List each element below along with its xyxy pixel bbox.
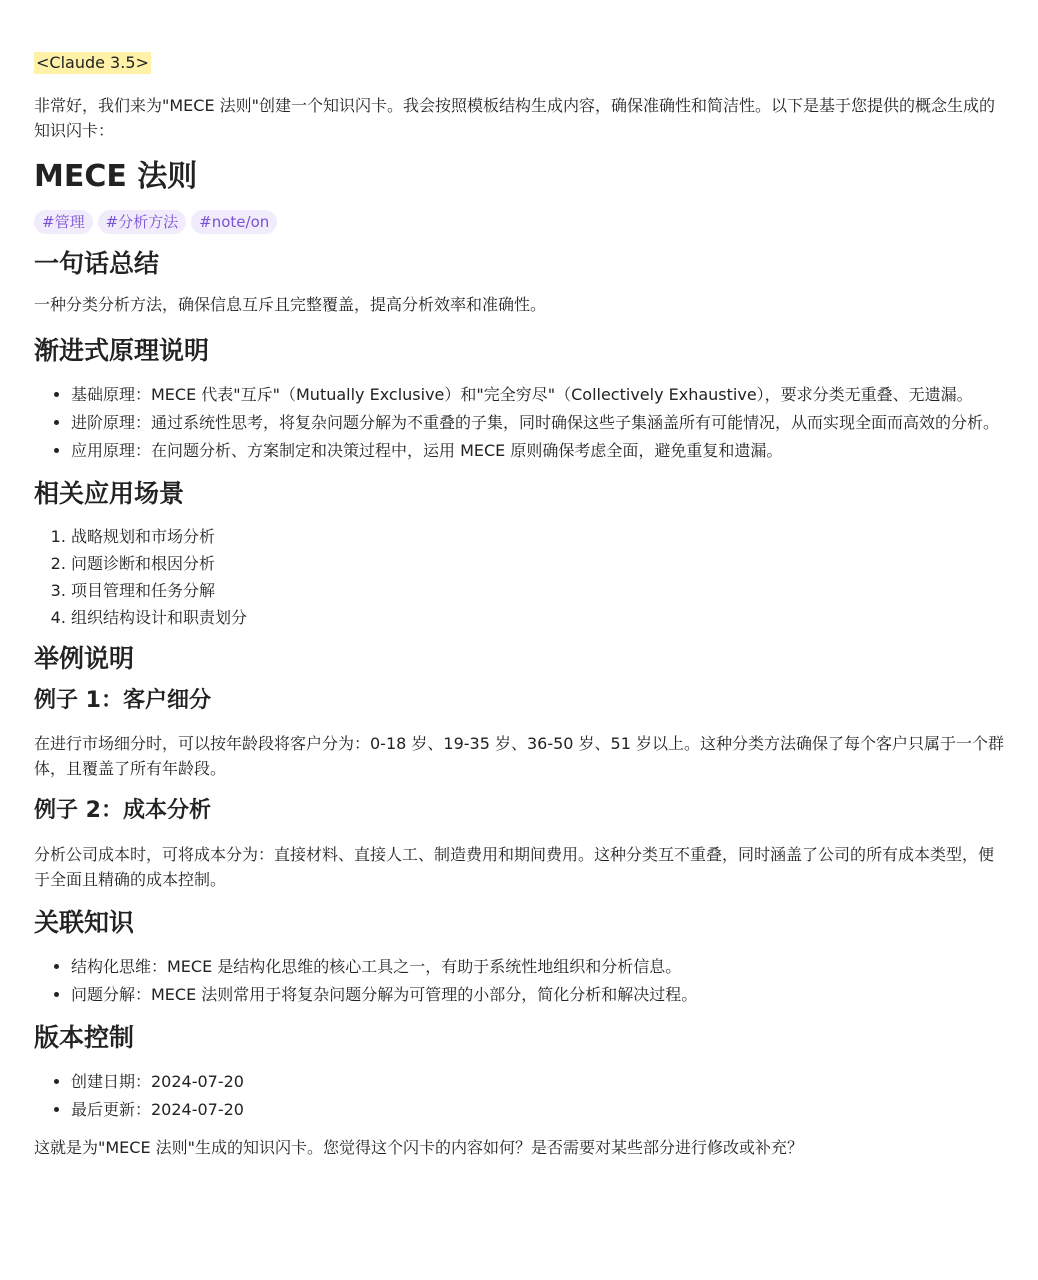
- summary-heading: 一句话总结: [34, 249, 160, 278]
- list-item: • 进阶原理：通过系统性思考，将复杂问题分解为不重叠的子集，同时确保这些子集涵盖所有可能情况，从而实现全面而高效的分析。: [71, 410, 1004, 435]
- summary-text: 一种分类分析方法，确保信息互斥且完整覆盖，提高分析效率和准确性。: [34, 295, 547, 314]
- list-item: • 创建日期：2024-07-20: [71, 1069, 1004, 1094]
- list-item: 3. 项目管理和任务分解: [71, 578, 1004, 603]
- model-tag: <Claude 3.5>: [36, 53, 149, 72]
- list-item: • 问题分解：MECE 法则常用于将复杂问题分解为可管理的小部分，简化分析和解决过程。: [71, 982, 1004, 1007]
- list-item: • 应用原理：在问题分析、方案制定和决策过程中，运用 MECE 原则确保考虑全面，避免重复和遗漏。: [71, 438, 1004, 463]
- scenes-heading: 相关应用场景: [34, 479, 185, 508]
- card-title: MECE 法则: [34, 159, 198, 194]
- intro-text: 非常好，我们来为"MECE 法则"创建一个知识闪卡。我会按照模板结构生成内容，确保准确性和简洁性。以下是基于您提供的概念生成的知识闪卡：: [34, 96, 996, 140]
- tag-management[interactable]: #管理: [34, 210, 93, 234]
- list-item: 4. 组织结构设计和职责划分: [71, 605, 1004, 630]
- example-1-text: 在进行市场细分时，可以按年龄段将客户分为：0-18 岁、19-35 岁、36-50 岁、51 岁以上。这种分类方法确保了每个客户只属于一个群体，且覆盖了所有年龄段。: [34, 734, 1005, 778]
- examples-heading: 举例说明: [34, 644, 135, 673]
- tag-analysis-method[interactable]: #分析方法: [98, 210, 187, 234]
- list-item: • 最后更新：2024-07-20: [71, 1097, 1004, 1122]
- principle-heading: 渐进式原理说明: [34, 336, 210, 365]
- list-item: • 基础原理：MECE 代表"互斥"（Mutually Exclusive）和"完全穷尽"（Collectively Exhaustive），要求分类无重叠、无遗漏。: [71, 382, 1004, 407]
- version-heading: 版本控制: [34, 1023, 135, 1052]
- list-item: 1. 战略规划和市场分析: [71, 524, 1004, 549]
- principle-list: [34, 382, 1004, 463]
- outro-text: 这就是为"MECE 法则"生成的知识闪卡。您觉得这个闪卡的内容如何？是否需要对某些部分进行修改或补充？: [34, 1138, 804, 1157]
- list-item: 2. 问题诊断和根因分析: [71, 551, 1004, 576]
- example-2-title: 例子 2：成本分析: [34, 798, 211, 823]
- tag-note-on[interactable]: #note/on: [191, 210, 277, 234]
- example-1-title: 例子 1：客户细分: [34, 688, 211, 713]
- version-list: [34, 1069, 1004, 1122]
- scene-list: [34, 524, 1004, 630]
- related-list: [34, 954, 1004, 1007]
- tag-list: [34, 210, 1004, 234]
- list-item: • 结构化思维：MECE 是结构化思维的核心工具之一，有助于系统性地组织和分析信息。: [71, 954, 1004, 979]
- related-heading: 关联知识: [34, 908, 135, 937]
- example-2-text: 分析公司成本时，可将成本分为：直接材料、直接人工、制造费用和期间费用。这种分类互不重叠，同时涵盖了公司的所有成本类型，便于全面且精确的成本控制。: [34, 845, 995, 889]
